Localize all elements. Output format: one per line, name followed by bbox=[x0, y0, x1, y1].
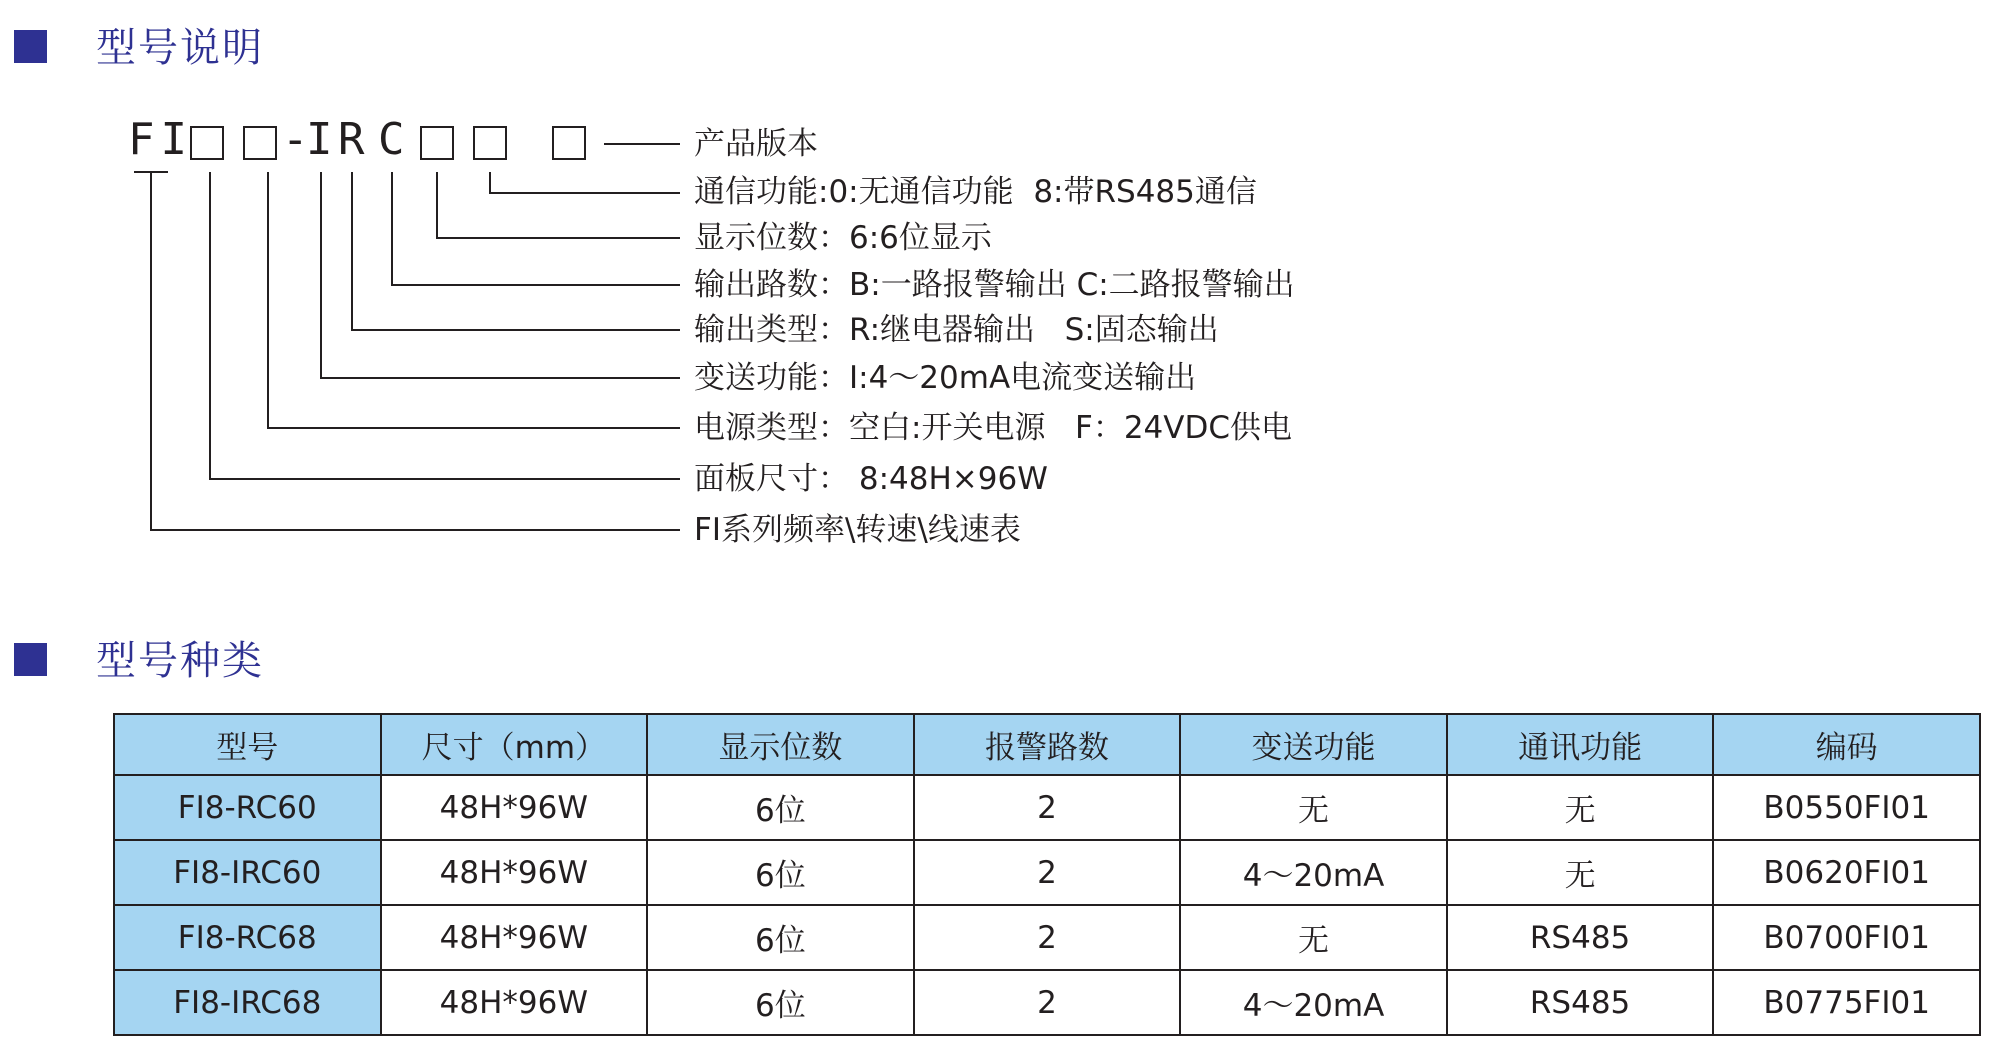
code-dash: - bbox=[282, 114, 309, 165]
desc-product-version: 产品版本 bbox=[694, 126, 818, 162]
cell-model: FI8-IRC60 bbox=[114, 840, 381, 905]
cell-code: B0775FI01 bbox=[1713, 970, 1980, 1035]
cell-alarm-channels: 2 bbox=[914, 970, 1181, 1035]
cell-size: 48H*96W bbox=[381, 840, 648, 905]
cell-size: 48H*96W bbox=[381, 905, 648, 970]
desc-output-channels: 输出路数：B:一路报警输出 C:二路报警输出 bbox=[694, 267, 1295, 303]
cell-model: FI8-IRC68 bbox=[114, 970, 381, 1035]
table-header-row bbox=[114, 714, 1980, 775]
desc-transmission: 变送功能：I:4～20mA电流变送输出 bbox=[694, 360, 1197, 396]
cell-communication: RS485 bbox=[1447, 970, 1714, 1035]
header-transmission: 变送功能 bbox=[1180, 714, 1447, 775]
cell-alarm-channels: 2 bbox=[914, 840, 1181, 905]
section-bullet-icon bbox=[14, 643, 47, 676]
desc-series: FI系列频率\转速\线速表 bbox=[694, 512, 1021, 548]
table-row bbox=[114, 840, 1980, 905]
header-model: 型号 bbox=[114, 714, 381, 775]
cell-code: B0620FI01 bbox=[1713, 840, 1980, 905]
cell-transmission: 无 bbox=[1180, 775, 1447, 840]
table-row bbox=[114, 970, 1980, 1035]
header-code: 编码 bbox=[1713, 714, 1980, 775]
cell-model: FI8-RC60 bbox=[114, 775, 381, 840]
header-size: 尺寸（mm） bbox=[381, 714, 648, 775]
cell-size: 48H*96W bbox=[381, 775, 648, 840]
cell-code: B0700FI01 bbox=[1713, 905, 1980, 970]
desc-communication: 通信功能:0:无通信功能 8:带RS485通信 bbox=[694, 174, 1257, 210]
desc-power-type: 电源类型：空白:开关电源 F：24VDC供电 bbox=[694, 410, 1293, 446]
cell-alarm-channels: 2 bbox=[914, 905, 1181, 970]
table-row bbox=[114, 775, 1980, 840]
header-communication: 通讯功能 bbox=[1447, 714, 1714, 775]
code-char-r: R bbox=[338, 114, 365, 165]
cell-code: B0550FI01 bbox=[1713, 775, 1980, 840]
header-display-digits: 显示位数 bbox=[647, 714, 914, 775]
cell-alarm-channels: 2 bbox=[914, 775, 1181, 840]
cell-communication: 无 bbox=[1447, 840, 1714, 905]
section-title-model-explanation: 型号说明 bbox=[96, 25, 264, 71]
cell-display-digits: 6位 bbox=[647, 970, 914, 1035]
cell-display-digits: 6位 bbox=[647, 905, 914, 970]
cell-transmission: 4～20mA bbox=[1180, 970, 1447, 1035]
section-title-model-types: 型号种类 bbox=[96, 638, 264, 684]
header-alarm-channels: 报警路数 bbox=[914, 714, 1181, 775]
cell-model: FI8-RC68 bbox=[114, 905, 381, 970]
cell-communication: RS485 bbox=[1447, 905, 1714, 970]
cell-transmission: 无 bbox=[1180, 905, 1447, 970]
desc-display-digits: 显示位数：6:6位显示 bbox=[694, 220, 992, 256]
cell-size: 48H*96W bbox=[381, 970, 648, 1035]
cell-display-digits: 6位 bbox=[647, 775, 914, 840]
cell-communication: 无 bbox=[1447, 775, 1714, 840]
code-prefix: FI bbox=[128, 114, 193, 165]
desc-panel-size: 面板尺寸： 8:48H×96W bbox=[694, 461, 1048, 497]
code-char-c: C bbox=[378, 114, 405, 165]
desc-output-type: 输出类型：R:继电器输出 S:固态输出 bbox=[694, 312, 1219, 348]
cell-transmission: 4～20mA bbox=[1180, 840, 1447, 905]
model-table bbox=[113, 713, 1981, 1036]
code-char-i: I bbox=[306, 114, 333, 165]
cell-display-digits: 6位 bbox=[647, 840, 914, 905]
table-row bbox=[114, 905, 1980, 970]
